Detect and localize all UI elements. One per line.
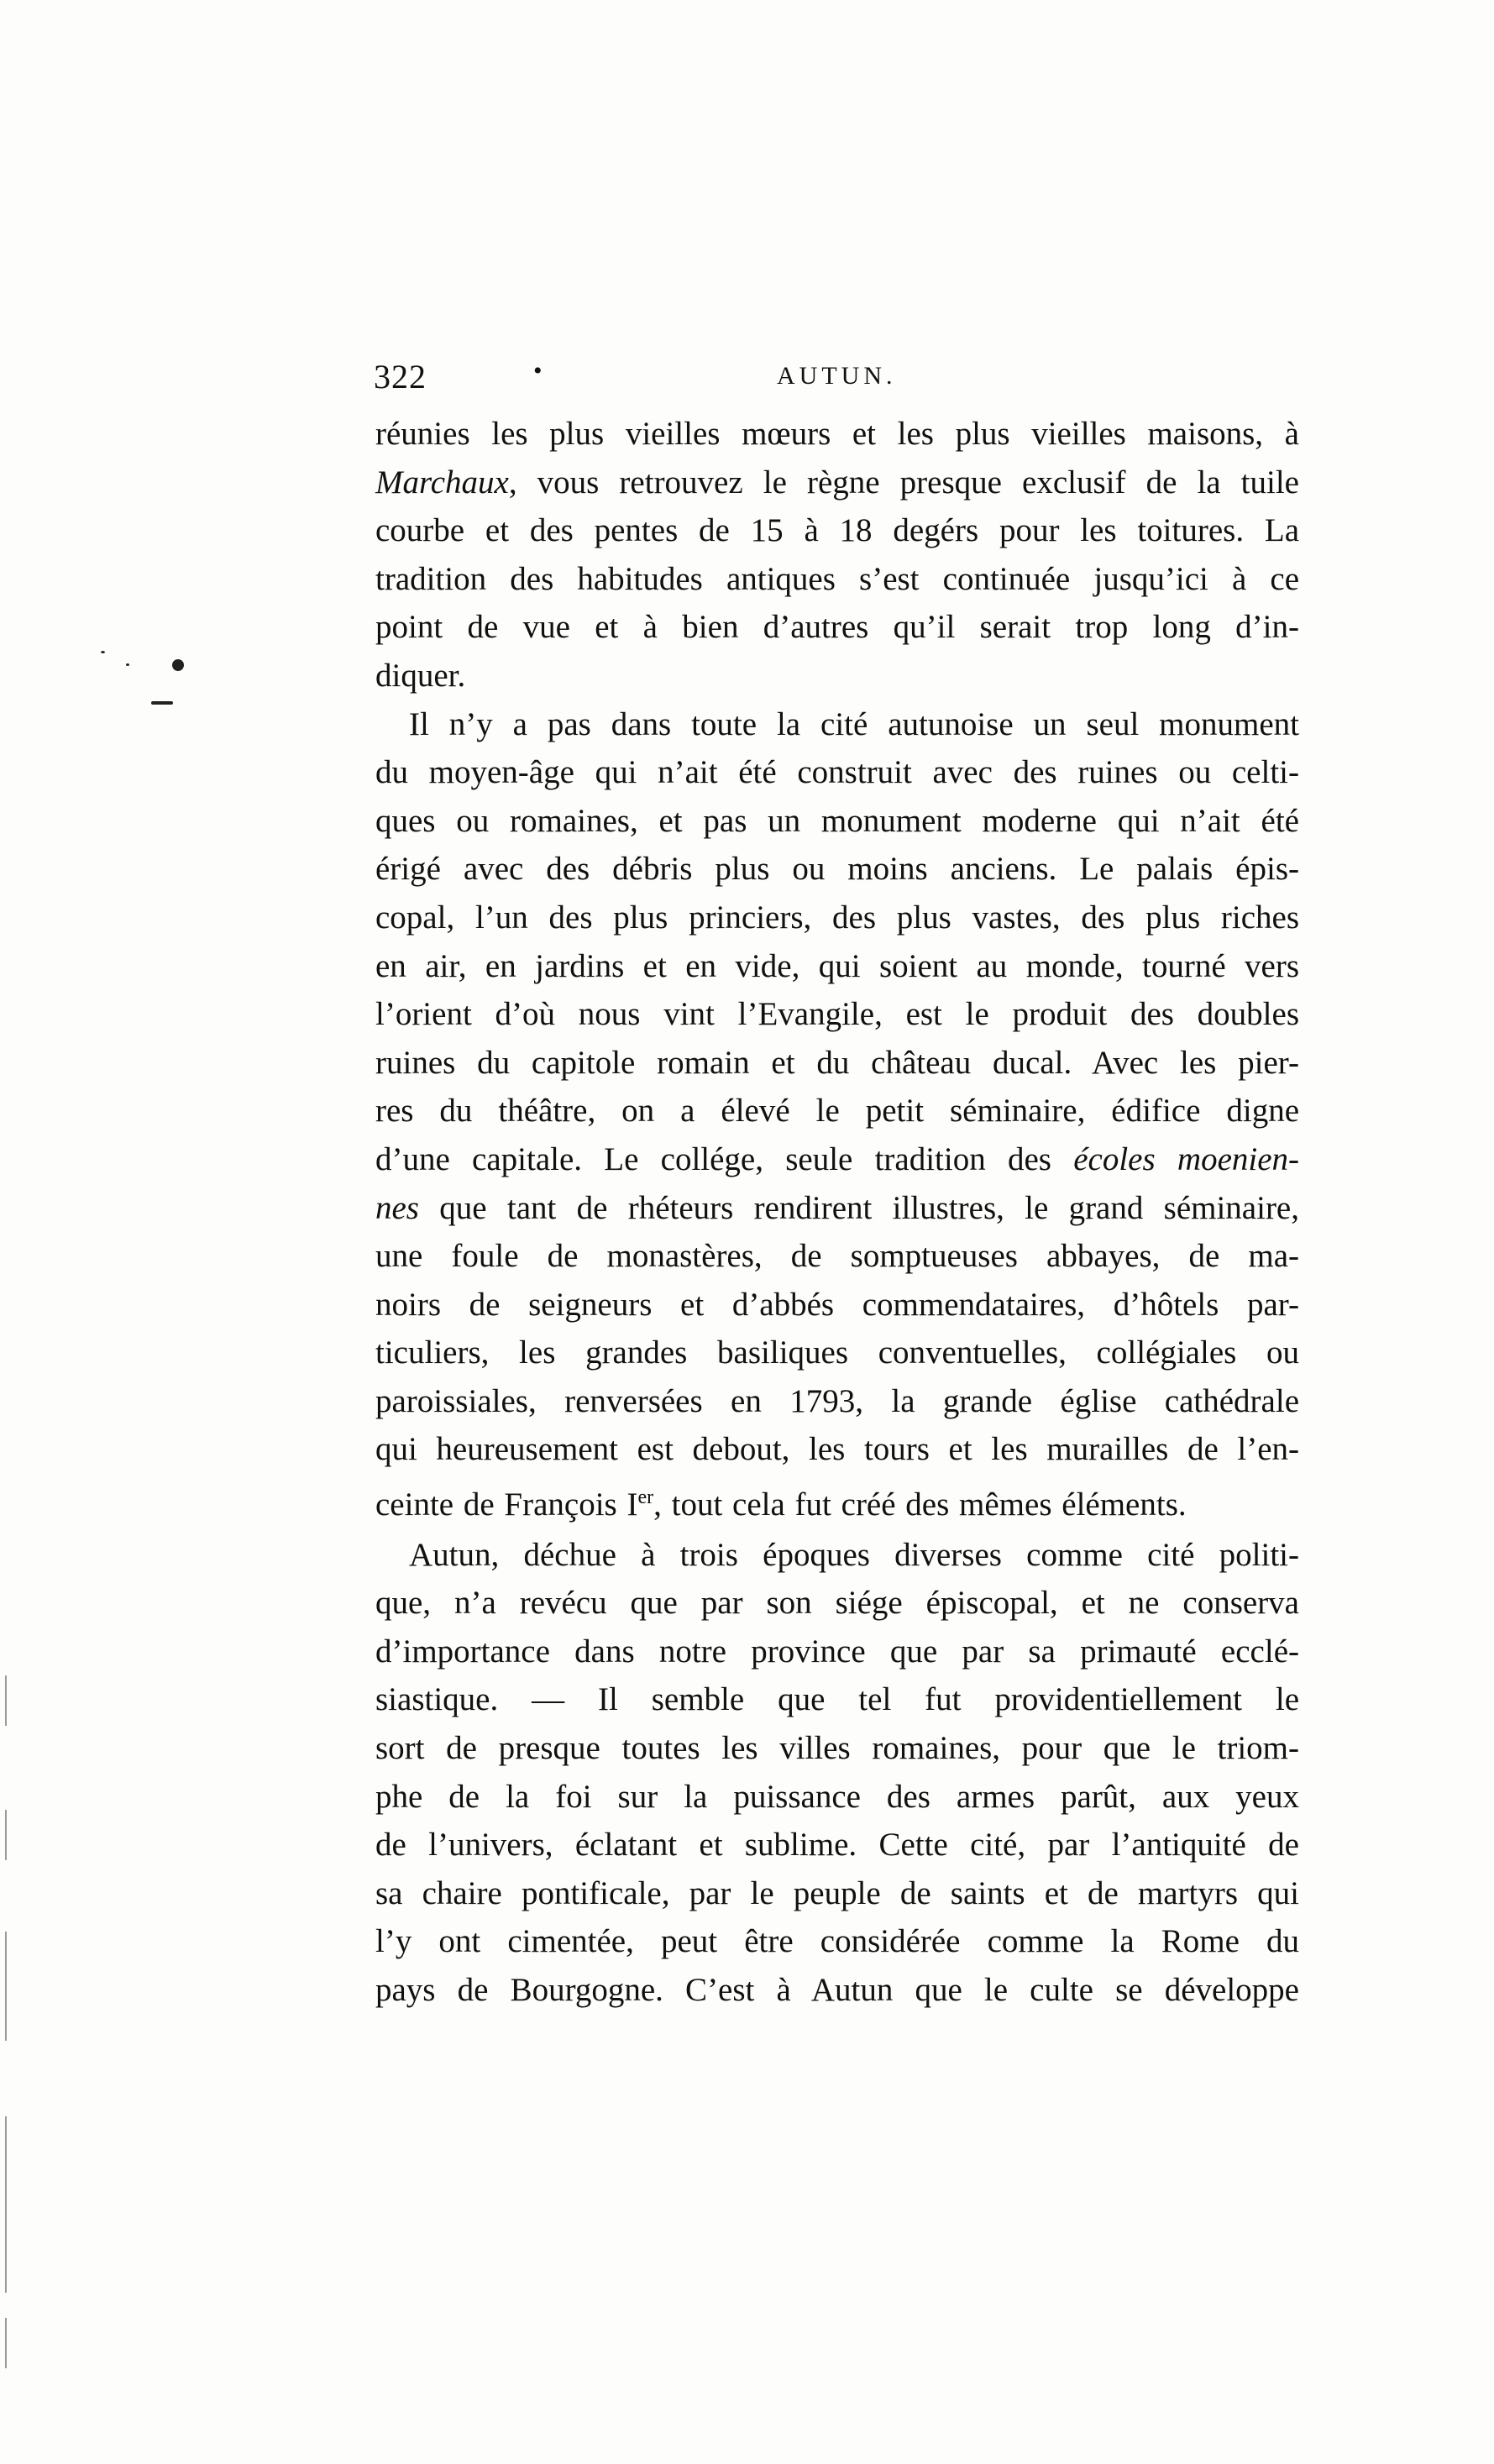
page-number: 322 <box>374 358 427 396</box>
text-line: ques ou romaines, et pas un monument moderne qui n’ait été <box>375 802 1299 839</box>
text-line <box>375 1474 1299 1523</box>
text-line: l’orient d’où nous vint l’Evangile, est le produit des doubles <box>375 996 1299 1033</box>
text-line: noirs de seigneurs et d’abbés commendataires, d’hôtels par- <box>375 1286 1299 1323</box>
text-line: ruines du capitole romain et du château ducal. Avec les pier- <box>375 1044 1299 1081</box>
text-line: l’y ont cimentée, peut être considérée comme la Rome du <box>375 1923 1299 1960</box>
text-line: qui heureusement est debout, les tours et les murailles de l’en- <box>375 1431 1299 1468</box>
text-line: en air, en jardins et en vide, qui soient au monde, tourné vers <box>375 947 1299 984</box>
text-line: paroissiales, renversées en 1793, la grande église cathédrale <box>375 1382 1299 1419</box>
scan-speck <box>126 663 129 666</box>
page-header <box>374 357 1306 399</box>
text-line: siastique. — Il semble que tel fut providentiellement le <box>375 1681 1299 1718</box>
scan-margin-mark <box>5 2116 7 2293</box>
text-line: point de vue et à bien d’autres qu’il serait trop long d’in- <box>375 609 1299 646</box>
text-line: réunies les plus vieilles mœurs et les plus vieilles maisons, à <box>375 416 1299 452</box>
text-span: d’une capitale. Le collége, seule tradition des <box>375 1140 1051 1177</box>
italic-term: nes <box>375 1189 419 1226</box>
paragraph-first-line: Il n’y a pas dans toute la cité autunoise un seul monument <box>409 705 1299 742</box>
text-line <box>375 1135 1299 1184</box>
header-bullet: • <box>533 357 543 385</box>
italic-term: écoles moenien- <box>1073 1140 1300 1177</box>
text-line: phe de la foi sur la puissance des armes parût, aux yeux <box>375 1778 1299 1815</box>
text-line: sort de presque toutes les villes romaines, pour que le triom- <box>375 1730 1299 1767</box>
text-span: , vous retrouvez le règne presque exclusif de la tuile <box>508 464 1299 501</box>
text-line: érigé avec des débris plus ou moins anciens. Le palais épis- <box>375 851 1299 888</box>
body-text <box>375 410 1299 2015</box>
text-line: une foule de monastères, de somptueuses abbayes, de ma- <box>375 1238 1299 1275</box>
scan-margin-mark <box>5 1810 7 1860</box>
text-line <box>375 459 1299 507</box>
scan-margin-mark <box>5 2318 7 2368</box>
scan-speck <box>172 659 184 671</box>
text-line: tradition des habitudes antiques s’est continuée jusqu’ici à ce <box>375 560 1299 597</box>
scan-speck <box>101 651 105 653</box>
text-line: res du théâtre, on a élevé le petit séminaire, édifice digne <box>375 1093 1299 1130</box>
text-line: du moyen-âge qui n’ait été construit avec des ruines ou celti- <box>375 754 1299 791</box>
text-span: ceinte de François I <box>375 1486 638 1523</box>
text-line: sa chaire pontificale, par le peuple de saints et de martyrs qui <box>375 1874 1299 1911</box>
running-title: AUTUN. <box>777 362 897 390</box>
superscript: er <box>637 1486 654 1509</box>
paragraph-gap <box>375 1523 1299 1531</box>
text-line: de l’univers, éclatant et sublime. Cette cité, par l’antiquité de <box>375 1827 1299 1864</box>
scan-margin-mark <box>5 1675 7 1726</box>
text-line: courbe et des pentes de 15 à 18 degérs pour les toitures. La <box>375 512 1299 549</box>
text-line: ticuliers, les grandes basiliques conventuelles, collégiales ou <box>375 1334 1299 1371</box>
text-span: , tout cela fut créé des mêmes éléments. <box>653 1486 1187 1523</box>
text-line: d’importance dans notre province que par sa primauté ecclé- <box>375 1633 1299 1670</box>
scan-speck <box>151 701 173 705</box>
text-line: diquer. <box>375 657 466 694</box>
place-name: Marchaux <box>375 464 509 501</box>
scan-margin-mark <box>5 1932 7 2041</box>
text-line: que, n’a revécu que par son siége épiscopal, et ne conserva <box>375 1585 1299 1622</box>
text-span: que tant de rhéteurs rendirent illustres, le grand séminaire, <box>419 1189 1299 1226</box>
text-line: copal, l’un des plus princiers, des plus vastes, des plus riches <box>375 899 1299 936</box>
text-line: pays de Bourgogne. C’est à Autun que le culte se développe <box>375 1972 1299 2008</box>
text-line <box>375 1184 1299 1233</box>
paragraph-first-line: Autun, déchue à trois époques diverses comme cité politi- <box>409 1536 1299 1573</box>
